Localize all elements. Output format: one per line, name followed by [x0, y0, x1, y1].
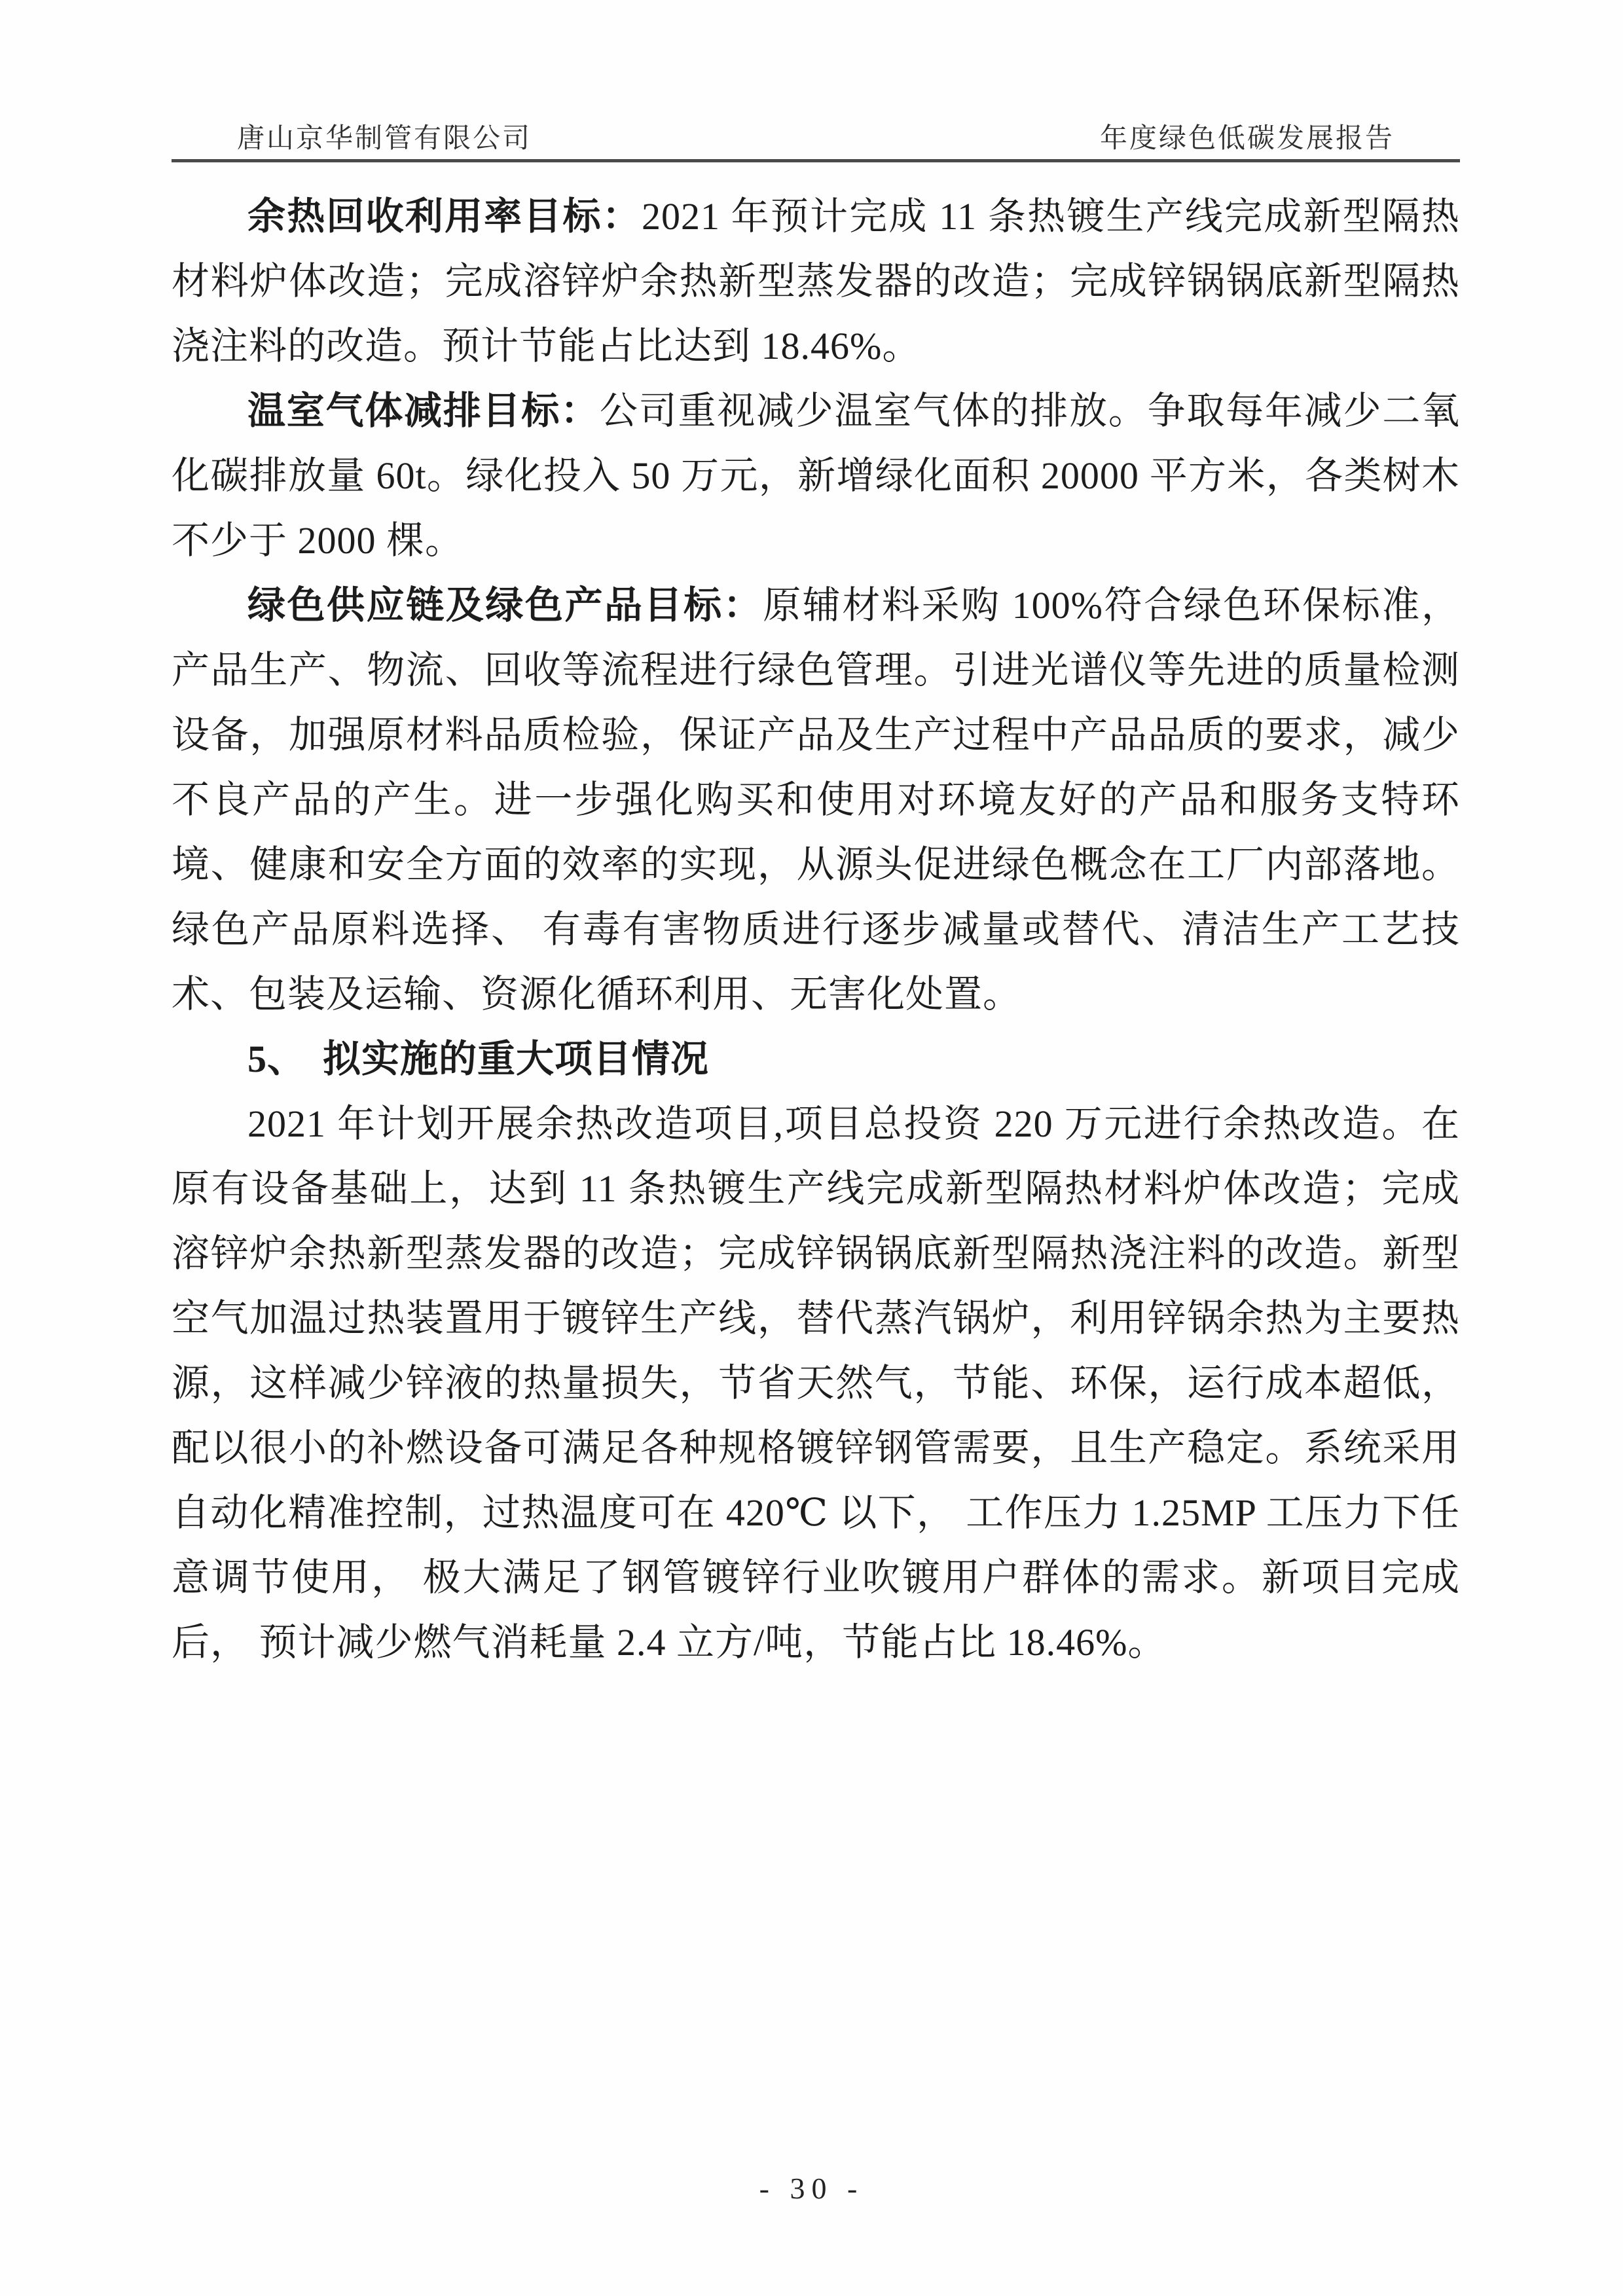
paragraph-text: 公司重视减少温室气体的排放。争取每年减少二氧化碳排放量 60t。绿化投入 50 万元，新增绿化面积 20000 平方米，各类树木不少于 2000 棵。	[172, 390, 1460, 562]
paragraph-major-project	[172, 1091, 1460, 1675]
header-report-title: 年度绿色低碳发展报告	[1099, 124, 1395, 154]
paragraph-lead: 绿色供应链及绿色产品目标：	[247, 584, 763, 627]
paragraph-lead: 温室气体减排目标：	[247, 390, 600, 432]
paragraph-greenhouse-gas-target	[172, 378, 1460, 573]
paragraph-text: 2021 年计划开展余热改造项目,项目总投资 220 万元进行余热改造。在原有设备基础上，达到 11 条热镀生产线完成新型隔热材料炉体改造；完成溶锌炉余热新型蒸发器的改造；完成锌锅锅底新型隔热浇注料的改造。新型空气加温过热装置用于镀锌生产线，替代蒸汽锅炉，利用锌锅余热为主要热源，这样减少锌液的热量损失，节省天然气，节能、环保，运行成本超低，配以很小的补燃设备可满足各种规格镀锌钢管需要，且生产稳定。系统采用自动化精准控制，过热温度可在 420℃ 以下， 工作压力 1.25MP 工压力下任意调节使用， 极大满足了钢管镀锌行业吹镀用户群体的需求。新项目完成后， 预计减少燃气消耗量 2.4 立方/吨，节能占比 18.46%。	[172, 1102, 1460, 1664]
paragraph-lead: 余热回收利用率目标：	[247, 195, 642, 238]
header-company-name: 唐山京华制管有限公司	[237, 124, 532, 154]
paragraph-text: 原辅材料采购 100%符合绿色环保标准，产品生产、物流、回收等流程进行绿色管理。引进光谱仪等先进的质量检测设备，加强原材料品质检验，保证产品及生产过程中产品品质的要求，减少不良产品的产生。进一步强化购买和使用对环境友好的产品和服务支特环境、健康和安全方面的效率的实现，从源头促进绿色概念在工厂内部落地。绿色产品原料选择、 有毒有害物质进行逐步减量或替代、清洁生产工艺技术、包装及运输、资源化循环利用、无害化处置。	[172, 584, 1460, 1015]
paragraph-waste-heat-target	[172, 184, 1460, 378]
page-header	[172, 117, 1460, 156]
section-heading-number: 5、	[247, 1038, 306, 1080]
section-heading-title: 拟实施的重大项目情况	[323, 1038, 710, 1080]
document-body	[172, 184, 1460, 1675]
paragraph-green-supply-chain-target	[172, 573, 1460, 1027]
section-heading	[172, 1027, 1460, 1091]
header-divider	[172, 159, 1460, 162]
page-footer	[0, 2171, 1623, 2206]
paragraph-text: 2021 年预计完成 11 条热镀生产线完成新型隔热材料炉体改造；完成溶锌炉余热新型蒸发器的改造；完成锌锅锅底新型隔热浇注料的改造。预计节能占比达到 18.46%。	[172, 195, 1460, 367]
page-number: - 30 -	[759, 2172, 864, 2205]
